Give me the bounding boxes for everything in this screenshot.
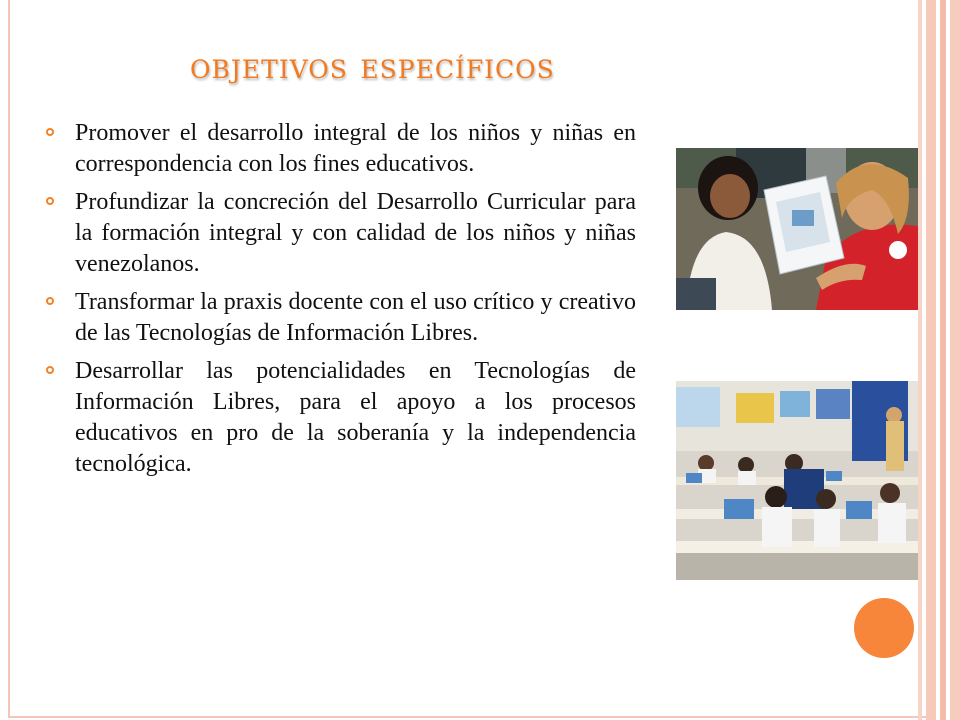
bullet-item bbox=[44, 356, 636, 480]
slide-title: objetivos específicos bbox=[190, 46, 555, 87]
bullet-icon bbox=[46, 297, 54, 305]
bullet-item bbox=[44, 118, 636, 180]
bullet-item bbox=[44, 187, 636, 280]
photo-girl-laptop bbox=[676, 148, 918, 310]
bullet-item bbox=[44, 287, 636, 349]
bullet-text: Transformar la praxis docente con el uso crítico y creativo de las Tecnologías de Información Libres. bbox=[75, 289, 636, 346]
bullet-list bbox=[44, 118, 636, 487]
bullet-text: Promover el desarrollo integral de los niños y niñas en correspondencia con los fines educativos. bbox=[75, 120, 636, 177]
bullet-icon bbox=[46, 128, 54, 136]
bullet-icon bbox=[46, 366, 54, 374]
photo-classroom bbox=[676, 381, 918, 580]
decorative-stripe bbox=[940, 0, 946, 720]
decorative-stripe bbox=[918, 0, 922, 720]
decorative-circle bbox=[854, 598, 914, 658]
bullet-text: Profundizar la concreción del Desarrollo Curricular para la formación integral y con calidad de los niños y niñas venezolanos. bbox=[75, 189, 636, 277]
decorative-stripe bbox=[926, 0, 936, 720]
decorative-stripe bbox=[950, 0, 960, 720]
bullet-text: Desarrollar las potencialidades en Tecnologías de Información Libres, para el apoyo a los procesos educativos en pro de la soberanía y la independencia tecnológica. bbox=[75, 358, 636, 477]
bullet-icon bbox=[46, 197, 54, 205]
